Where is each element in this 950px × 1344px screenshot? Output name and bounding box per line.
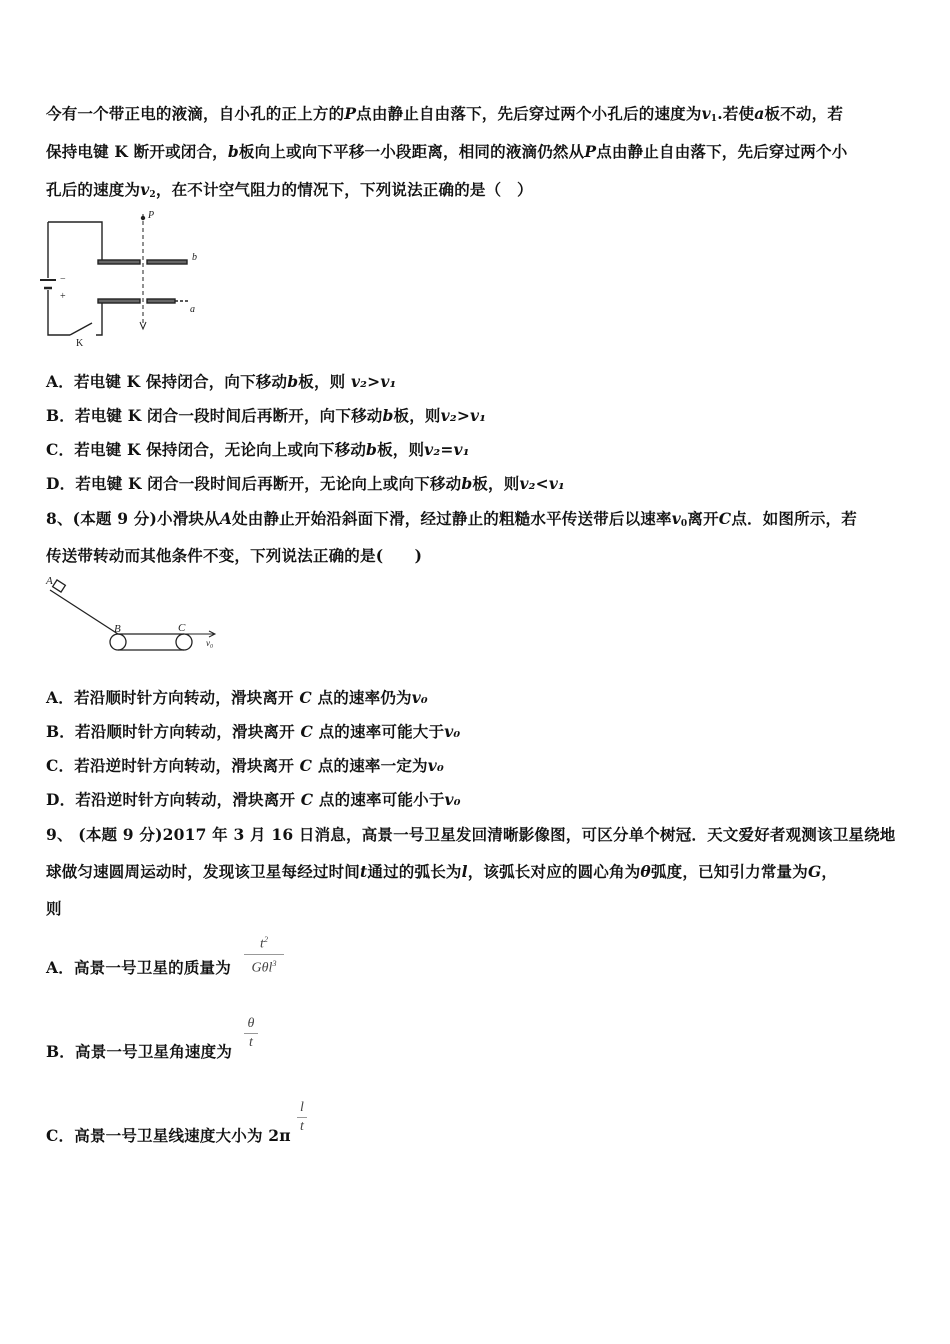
label-b: b <box>192 252 197 263</box>
q8-option-d: D．若沿逆时针方向转动，滑块离开 C 点的速率可能小于v₀ <box>46 790 461 809</box>
q8-stem-line-2: 传送带转动而其他条件不变，下列说法正确的是( ) <box>46 546 423 565</box>
plate-b-right <box>147 260 187 264</box>
circuit-bottom-right-wire <box>96 302 102 335</box>
q9-stem-line-1: 9、 (本题 9 分)2017 年 3 月 16 日消息，高景一号卫星发回清晰影像图，可区分单个树冠．天文爱好者观测该卫星绕地 <box>46 825 896 844</box>
q7-stem-line-3: 孔后的速度为$v_2$，在不计空气阻力的情况下，下列说法正确的是（ ） <box>46 180 533 200</box>
switch-blade <box>70 323 92 335</box>
label-plus: + <box>60 291 66 302</box>
q8-stem-line-1: 8、(本题 9 分)小滑块从A处由静止开始沿斜面下滑，经过静止的粗糙水平传送带后以速率$v_0$离开C点．如图所示，若 <box>46 509 857 529</box>
label-a: a <box>190 304 195 315</box>
q9-option-a-fraction: $t^2$ Gθl$^3$ <box>244 932 284 976</box>
plate-a-right <box>147 299 175 303</box>
q8-option-a: A．若沿顺时针方向转动，滑块离开 C 点的速率仍为v₀ <box>46 688 428 707</box>
slider-block <box>53 580 66 592</box>
drop-arrow <box>140 322 146 329</box>
label-v0: v₀ <box>206 638 214 648</box>
q8-option-b: B．若沿顺时针方向转动，滑块离开 C 点的速率可能大于v₀ <box>46 722 461 741</box>
q9-stem-line-3: 则 <box>46 899 62 918</box>
pulley-c <box>176 634 192 650</box>
q8-conveyor-figure <box>44 574 234 656</box>
label-p: P <box>148 210 155 221</box>
circuit-left-lower-wire <box>48 290 70 335</box>
q7-option-d: D．若电键 K 闭合一段时间后再断开，无论向上或向下移动b板，则v₂<v₁ <box>46 474 566 493</box>
q7-option-a: A．若电键 K 保持闭合，向下移动b板，则 v₂>v₁ <box>46 372 397 391</box>
q9-option-a: A．高景一号卫星的质量为 <box>46 958 231 977</box>
q7-option-c: C．若电键 K 保持闭合，无论向上或向下移动b板，则v₂=v₁ <box>46 440 470 459</box>
q9-stem-line-2: 球做匀速圆周运动时，发现该卫星每经过时间t通过的弧长为l，该弧长对应的圆心角为θ弧度，已知引力常量为G， <box>46 862 838 881</box>
incline <box>50 590 118 634</box>
label-c: C <box>178 622 186 634</box>
point-p-dot <box>142 217 145 220</box>
q9-option-c-fraction: l t <box>297 1100 307 1135</box>
q7-stem-line-1: 今有一个带正电的液滴，自小孔的正上方的P点由静止自由落下，先后穿过两个小孔后的速度为$v_1$.若使a板不动，若 <box>46 104 844 124</box>
pulley-b <box>110 634 126 650</box>
circuit-top-wire <box>48 222 102 260</box>
label-minus: − <box>60 274 66 285</box>
q9-option-c: C．高景一号卫星线速度大小为 2π <box>46 1126 291 1145</box>
q9-option-b-fraction: θ t <box>244 1016 258 1051</box>
q9-option-b: B．高景一号卫星角速度为 <box>46 1042 233 1061</box>
q8-option-c: C．若沿逆时针方向转动，滑块离开 C 点的速率一定为v₀ <box>46 756 444 775</box>
q7-option-b: B．若电键 K 闭合一段时间后再断开，向下移动b板，则v₂>v₁ <box>46 406 487 425</box>
q7-capacitor-figure <box>40 208 200 348</box>
label-b: B <box>114 623 121 635</box>
q7-stem-line-2: 保持电键 K 断开或闭合，b板向上或向下平移一小段距离，相同的液滴仍然从P点由静止自由落下，先后穿过两个小 <box>46 142 848 161</box>
label-k: K <box>76 338 84 349</box>
label-a: A <box>46 575 53 587</box>
plate-a-left <box>98 299 140 303</box>
plate-b-left <box>98 260 140 264</box>
